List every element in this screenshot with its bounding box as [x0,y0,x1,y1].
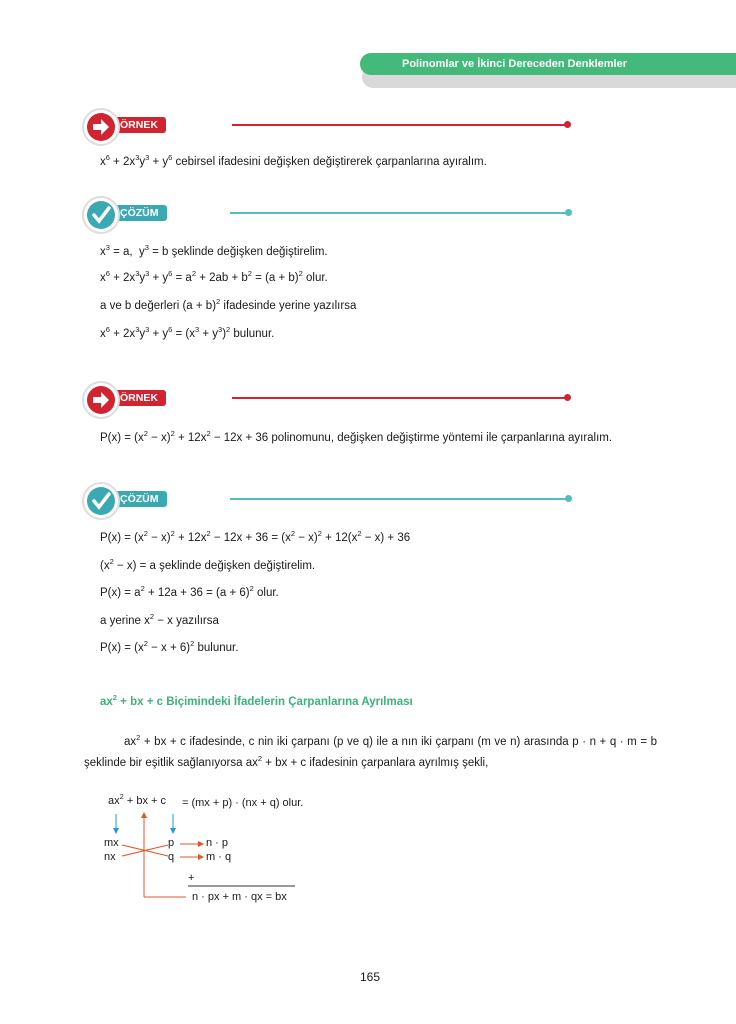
checkmark-icon [87,487,115,515]
arrow-right-icon [87,113,115,141]
solution-1-line-1: $x^3 = a$, $y^3 = b$ şeklinde değişken değiştirelim. [100,243,328,258]
solution-1-line-2: $x^6 + 2x^3y^3 + y^6 = a^2 + 2ab + b^2 = (a + b)^2$ olur. [100,269,328,284]
diagram-mq: m · q [206,851,232,863]
solution-label-text: ÇÖZÜM [112,491,167,507]
example-label-text: ÖRNEK [112,117,166,133]
diagram-nx: nx [104,851,116,863]
solution-2-line-5: $P(x) = (x^2 - x + 6)^2$ bulunur. [100,639,239,654]
arrow-right-icon [87,386,115,414]
example-2-problem: $P(x) = (x^2 - x)^2 + 12x^2 - 12x + 36$ polinomunu, değişken değiştirme yöntemi ile çarpanlarına ayıralım. [100,429,613,444]
solution-label-2 [82,482,502,522]
diagram-top-expression: $ax^2$ + bx + c [108,792,166,807]
chapter-title: Polinomlar ve İkinci Dereceden Denklemler [360,53,736,75]
solution-2-line-2: $(x^2 - x) = a$ şeklinde değişken değiştirelim. [100,557,316,572]
example-label-1 [82,108,502,148]
page-number: 165 [360,970,381,984]
diagram-q: q [168,851,175,863]
example-label-text: ÖRNEK [112,390,166,406]
diagram-equation: = (mx + p) · (nx + q) olur. [182,797,304,809]
solution-2-line-1: $P(x) = (x^2 - x)^2 + 12x^2 - 12x + 36 = (x^2 - x)^2 + 12(x^2 - x) + 36$ [100,529,411,544]
diagram-plus: + [188,872,195,884]
section-title: $ax^2$ + bx + c Biçimindeki İfadelerin Çarpanlarına Ayrılması [100,693,413,708]
solution-label-text: ÇÖZÜM [112,205,167,221]
checkmark-icon [87,201,115,229]
diagram-np: n · p [206,837,229,849]
solution-1-line-3: a ve b değerleri $(a + b)^2$ ifadesinde yerine yazılırsa [100,297,357,312]
solution-label-1 [82,196,502,236]
example-1-problem: $x^6 + 2x^3y^3 + y^6$ cebirsel ifadesini değişken değiştirerek çarpanlarına ayıralım. [100,153,487,168]
diagram-result: n · px + m · qx = bx [192,891,287,903]
solution-1-line-4: $x^6 + 2x^3y^3 + y^6 = (x^3 + y^3)^2$ bulunur. [100,325,275,340]
solution-2-line-3: $P(x) = a^2 + 12a + 36 = (a + 6)^2$ olur. [100,584,279,599]
example-label-2 [82,381,502,421]
solution-2-line-4: a yerine $x^2 - x$ yazılırsa [100,612,219,627]
diagram-p: p [168,837,175,849]
section-paragraph: $ax^2$ + bx + c ifadesinde, c nin iki çarpanı (p ve q) ile a nın iki çarpanı (m ve n) arasında p · n + q · m = b şeklinde bir eşitlik sağlanıyorsa $ax^2$ + bx + c ifadesinin çarpanlara ayrılmış şekli, [84,733,657,769]
diagram-mx: mx [104,837,119,849]
